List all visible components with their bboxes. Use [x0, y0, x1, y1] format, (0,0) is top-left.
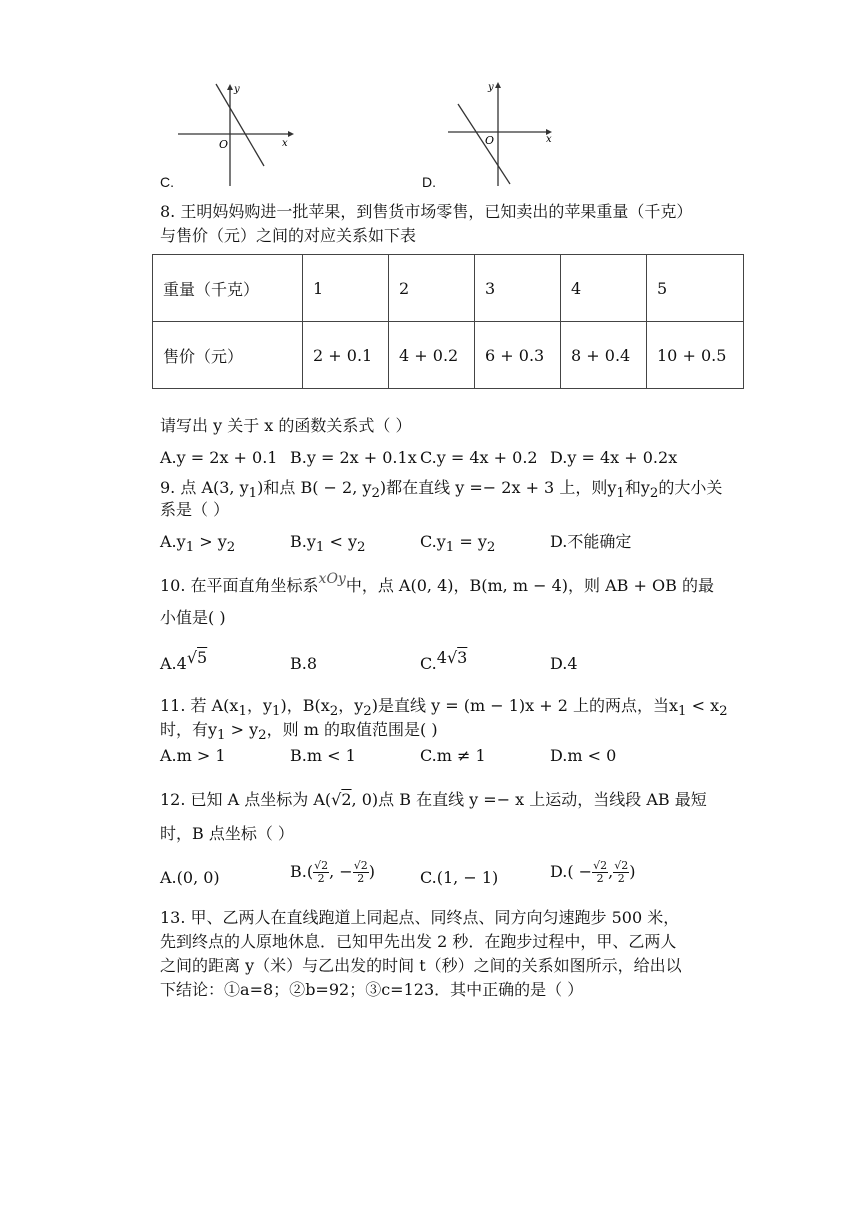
- xoy-symbol: xOy: [318, 571, 346, 587]
- q9-seg: 和y: [624, 478, 650, 497]
- table-cell: 2 + 0.1: [303, 322, 389, 389]
- table-cell: 2: [389, 255, 475, 322]
- subscript: 2: [329, 704, 339, 720]
- q10-seg: 10. 在平面直角坐标系: [160, 576, 319, 595]
- q9-text-line1: [160, 476, 722, 506]
- q9-text-line2: 系是（ ）: [160, 500, 230, 519]
- sqrt-radical: √3: [446, 648, 468, 667]
- q9-option-a: [160, 530, 235, 560]
- q13-text-line1: 13. 甲、乙两人在直线跑道上同起点、同终点、同方向匀速跑步 500 米，: [160, 908, 680, 927]
- subscript: 2: [719, 704, 728, 720]
- subscript: 1: [678, 704, 687, 720]
- q13-seg: c=123．其中正确的是（ ）: [381, 980, 584, 999]
- graph-c-svg: [170, 78, 300, 190]
- table-cell: 3: [475, 255, 561, 322]
- fraction: [592, 860, 608, 885]
- fraction-denominator: 2: [617, 872, 625, 885]
- q11-option-c: C.m ≠ 1: [420, 746, 486, 765]
- q11-option-a: A.m > 1: [160, 746, 226, 765]
- opt-seg: C.: [420, 654, 437, 673]
- table-cell: 4 + 0.2: [389, 322, 475, 389]
- fraction-numerator: √2: [314, 859, 329, 872]
- fraction-denominator: 2: [317, 872, 325, 885]
- subscript: 2: [486, 540, 496, 556]
- opt-seg: ): [368, 862, 375, 881]
- q8-option-b: B.y = 2x + 0.1x: [290, 448, 417, 467]
- table-row: [153, 255, 744, 322]
- subscript: 2: [226, 540, 236, 556]
- table-cell: 10 + 0.5: [647, 322, 744, 389]
- opt-seg: = y: [454, 532, 487, 551]
- fraction-numerator: √2: [593, 859, 608, 872]
- opt-seg: > y: [194, 532, 227, 551]
- sqrt-coef: 4: [436, 648, 447, 667]
- table-cell: 4: [561, 255, 647, 322]
- q12-option-c: C.(1, − 1): [420, 868, 499, 887]
- graph-d-origin-label: O: [485, 134, 495, 147]
- graph-d-svg: [440, 76, 570, 190]
- q12-option-a: A.(0, 0): [160, 868, 220, 887]
- opt-seg: A.4: [160, 654, 187, 673]
- q8-text-line1: 8. 王明妈妈购进一批苹果，到售货市场零售，已知卖出的苹果重量（千克）: [160, 202, 693, 221]
- subscript: 2: [258, 728, 267, 744]
- q10-option-c: [420, 648, 468, 676]
- table-cell: 重量（千克）: [153, 255, 303, 322]
- graph-d-x-label: x: [546, 134, 552, 145]
- subscript: 1: [238, 704, 247, 720]
- opt-seg: ): [629, 862, 636, 881]
- graph-c-label: C.: [160, 174, 174, 190]
- subscript: 1: [271, 704, 281, 720]
- opt-seg: B.y: [290, 532, 316, 551]
- q9-seg: 的大小关: [658, 478, 723, 497]
- q12-seg: , 0)点 B 在直线 y =− x 上运动，当线段 AB 最短: [351, 790, 707, 809]
- q11-seg: ，y: [338, 696, 364, 715]
- subscript: 1: [248, 486, 258, 502]
- q13-seg: b=92；: [305, 980, 366, 999]
- q10-text-line2: 小值是( ): [160, 608, 226, 627]
- q11-seg: < x: [686, 696, 720, 715]
- graph-d-y-label: y: [488, 82, 494, 93]
- q11-seg: )，B(x: [280, 696, 330, 715]
- graph-c-x-label: x: [282, 138, 288, 149]
- sqrt-radicand: 5: [197, 648, 208, 667]
- q8-prompt: 请写出 y 关于 x 的函数关系式（ ）: [160, 416, 412, 435]
- opt-seg: B.(: [290, 862, 314, 881]
- sqrt-radicand: 2: [341, 790, 352, 809]
- graph-c-origin-label: O: [219, 138, 229, 151]
- q12-text-line2: 时，B 点坐标（ ）: [160, 824, 294, 843]
- subscript: 2: [357, 540, 366, 556]
- q11-seg: 时，有y: [160, 720, 218, 739]
- opt-seg: C.y: [420, 532, 446, 551]
- circled-number-2: ②: [289, 980, 306, 999]
- fraction-numerator: √2: [353, 859, 368, 872]
- opt-seg: A.y: [160, 532, 186, 551]
- q9-seg: )都在直线 y =− 2x + 3 上，则y: [379, 478, 617, 497]
- subscript: 2: [649, 486, 659, 502]
- q11-seg: ，y: [246, 696, 272, 715]
- subscript: 1: [445, 540, 455, 556]
- q12-seg: 12. 已知 A 点坐标为 A(: [160, 790, 332, 809]
- q12-text-line1: [160, 788, 707, 812]
- q8-option-c: C.y = 4x + 0.2: [420, 448, 538, 467]
- graph-option-c: [170, 78, 300, 190]
- subscript: 1: [185, 540, 195, 556]
- q8-option-d: D.y = 4x + 0.2x: [550, 448, 678, 467]
- table-cell: 8 + 0.4: [561, 322, 647, 389]
- table-cell: 5: [647, 255, 744, 322]
- graph-d-label: D.: [422, 174, 436, 190]
- table-cell: 售价（元）: [153, 322, 303, 389]
- opt-seg: < y: [324, 532, 357, 551]
- q11-seg: )是直线 y = (m − 1)x + 2 上的两点，当x: [371, 696, 679, 715]
- subscript: 1: [315, 540, 325, 556]
- table-cell: 6 + 0.3: [475, 322, 561, 389]
- q11-seg: > y: [225, 720, 259, 739]
- q11-option-d: D.m < 0: [550, 746, 617, 765]
- q11-seg: 11. 若 A(x: [160, 696, 239, 715]
- q13-text-line4: [160, 978, 583, 1002]
- q10-seg: 中，点 A(0, 4)，B(m, m − 4)，则 AB + OB 的最: [345, 576, 714, 595]
- q10-option-d: D.4: [550, 654, 578, 673]
- opt-seg: , −: [329, 862, 353, 881]
- q10-option-a: [160, 648, 208, 676]
- q12-option-d: [550, 860, 635, 885]
- q9-option-b: [290, 530, 365, 560]
- graph-c-y-label: y: [234, 84, 240, 95]
- q8-table: [152, 254, 744, 389]
- q9-seg: )和点 B( − 2, y: [257, 478, 372, 497]
- circled-number-1: ①: [224, 980, 241, 999]
- table-cell: 1: [303, 255, 389, 322]
- q9-option-c: [420, 530, 495, 560]
- fraction-denominator: 2: [357, 872, 365, 885]
- fraction: [353, 860, 369, 885]
- q11-seg: ，则 m 的取值范围是( ): [266, 720, 438, 739]
- graph-option-d: [440, 76, 570, 190]
- q13-seg: 下结论：: [160, 980, 225, 999]
- opt-seg: D.( −: [550, 862, 593, 881]
- subscript: 1: [217, 728, 226, 744]
- subscript: 2: [371, 486, 380, 502]
- circled-number-3: ③: [365, 980, 382, 999]
- q12-option-b: [290, 860, 375, 885]
- fraction: [313, 860, 329, 885]
- sqrt-radical: √2: [331, 790, 352, 809]
- fraction: [613, 860, 629, 885]
- sqrt-radical: √5: [186, 648, 208, 667]
- q11-option-b: B.m < 1: [290, 746, 356, 765]
- fraction-denominator: 2: [596, 872, 604, 885]
- sqrt-radicand: 3: [457, 648, 468, 667]
- subscript: 1: [616, 486, 625, 502]
- q13-text-line2: 先到终点的人原地休息．已知甲先出发 2 秒．在跑步过程中，甲、乙两人: [160, 932, 677, 951]
- q9-option-d: D.不能确定: [550, 532, 632, 551]
- subscript: 2: [363, 704, 372, 720]
- fraction-numerator: √2: [614, 859, 629, 872]
- q10-text-line1: [160, 571, 714, 599]
- q13-text-line3: 之间的距离 y（米）与乙出发的时间 t（秒）之间的关系如图所示，给出以: [160, 956, 682, 975]
- q10-option-b: B.8: [290, 654, 318, 673]
- q9-seg: 9. 点 A(3, y: [160, 478, 249, 497]
- q8-option-a: A.y = 2x + 0.1: [160, 448, 278, 467]
- opt-seg: ,: [608, 862, 614, 881]
- table-row: [153, 322, 744, 389]
- q8-text-line2: 与售价（元）之间的对应关系如下表: [160, 226, 417, 245]
- q13-seg: a=8；: [240, 980, 290, 999]
